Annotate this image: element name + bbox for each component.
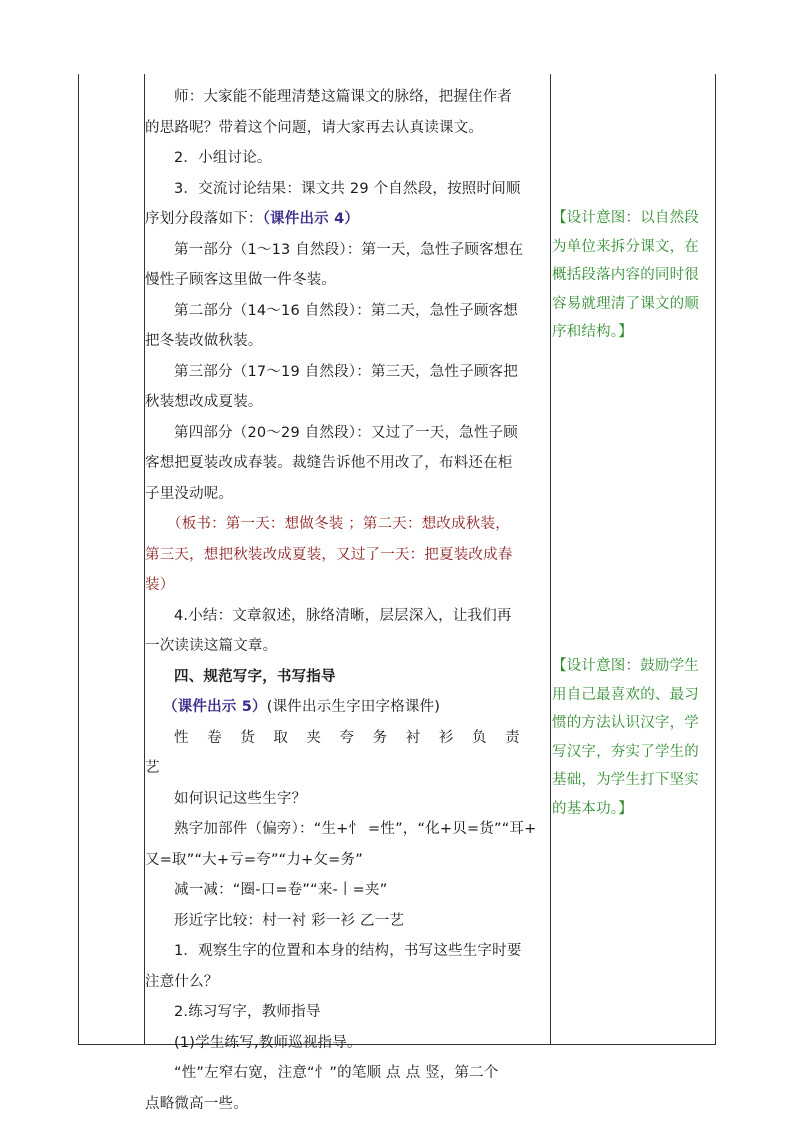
note-line: 序和结构。】 xyxy=(552,324,633,340)
teaching-process-column xyxy=(145,82,550,1119)
text-line: 1．观察生字的位置和本身的结构，书写这些生字时要 xyxy=(174,943,522,959)
text-line: 2.练习写字，教师指导 xyxy=(174,1004,321,1020)
courseware-ref: （课件出示 4） xyxy=(262,211,360,227)
text-line: 3．交流讨论结果：课文共 29 个自然段，按照时间顺 xyxy=(174,180,521,197)
text-line: 第二部分（14～16 自然段）：第二天，急性子顾客想 xyxy=(174,302,518,319)
section-heading: 四、规范写字，书写指导 xyxy=(174,668,336,685)
text-line: 减一减：“圈-口=卷”“来-丨=夹” xyxy=(174,882,388,898)
note-line: 基础，为学生打下坚实 xyxy=(552,772,699,788)
text-line xyxy=(145,692,550,723)
text-line: 客想把夏装改成春装。裁缝告诉他不用改了，布料还在柜 xyxy=(145,455,513,471)
note-line: 【设计意图：鼓励学生 xyxy=(552,658,699,674)
note-line: 惯的方法认识汉字，学 xyxy=(552,715,699,731)
text-line: 秋装想改成夏装。 xyxy=(145,394,263,410)
text-line: 把冬装改做秋装。 xyxy=(145,333,263,349)
text-line: 第三部分（17～19 自然段）：第三天，急性子顾客把 xyxy=(174,363,518,380)
text-line: 点略微高一些。 xyxy=(145,1095,248,1112)
new-characters: 性 卷 货 取 夹 夸 务 衬 衫 负 责 艺 xyxy=(145,729,527,776)
text-line: 师：大家能不能理清楚这篇课文的脉络，把握住作者 xyxy=(174,89,513,105)
note-line: 为单位来拆分课文，在 xyxy=(552,238,699,255)
design-intent-note-1 xyxy=(552,204,716,347)
note-line: 【设计意图：以自然段 xyxy=(552,210,699,226)
text-line: 又=取”“大+亏=夸”“力+攵=务” xyxy=(145,851,363,868)
note-line: 的基本功。】 xyxy=(552,800,633,817)
text-line: 4.小结：文章叙述，脉络清晰，层层深入，让我们再 xyxy=(174,607,512,624)
text-line: 如何识记这些生字？ xyxy=(174,790,307,807)
board-note-line: （板书：第一天：想做冬装 ；第二天：想改成秋装， xyxy=(167,516,510,532)
text-line: 慢性子顾客这里做一件冬装。 xyxy=(145,272,337,288)
note-line: 写汉字，夯实了学生的 xyxy=(552,743,699,760)
text-line xyxy=(145,204,550,235)
note-line: 用自己最喜欢的、最习 xyxy=(552,686,699,703)
text-line: (1)学生练写,教师巡视指导。 xyxy=(174,1034,362,1051)
courseware-ref: （课件出示 5） xyxy=(163,699,267,715)
text-line: “性”左窄右宽，注意“忄”的笔顺 点 点 竖，第二个 xyxy=(174,1065,499,1081)
note-line: 容易就理清了课文的顺 xyxy=(552,295,699,312)
lesson-table xyxy=(78,74,716,1112)
board-note-line: 第三天，想把秋装改成夏装，又过了一天：把夏装改成春 xyxy=(145,546,513,563)
text-line: 的思路呢？带着这个问题，请大家再去认真读课文。 xyxy=(145,119,484,136)
text-fragment: (课件出示生字田字格课件) xyxy=(266,699,441,715)
text-fragment: 序划分段落如下： xyxy=(145,211,263,227)
text-line: 形近字比较：村一衬 彩一衫 乙一艺 xyxy=(174,912,405,929)
board-note-line: 装） xyxy=(145,577,175,593)
table-border-inner-right xyxy=(550,74,551,1045)
text-line: 注意什么？ xyxy=(145,973,219,990)
design-intent-note-2 xyxy=(552,652,716,823)
text-line: 一次读读这篇文章。 xyxy=(145,638,278,654)
text-line: 熟字加部件（偏旁）：“生+忄 =性”，“化+贝=货”“耳+ xyxy=(174,821,537,837)
text-line: 2．小组讨论。 xyxy=(174,150,272,166)
text-line: 子里没动呢。 xyxy=(145,485,234,502)
table-border-left xyxy=(78,74,79,1045)
text-line: 第一部分（1～13 自然段）：第一天，急性子顾客想在 xyxy=(174,241,524,258)
text-line: 第四部分（20～29 自然段）：又过了一天，急性子顾 xyxy=(174,424,518,441)
note-line: 概括段落内容的同时很 xyxy=(552,267,699,283)
